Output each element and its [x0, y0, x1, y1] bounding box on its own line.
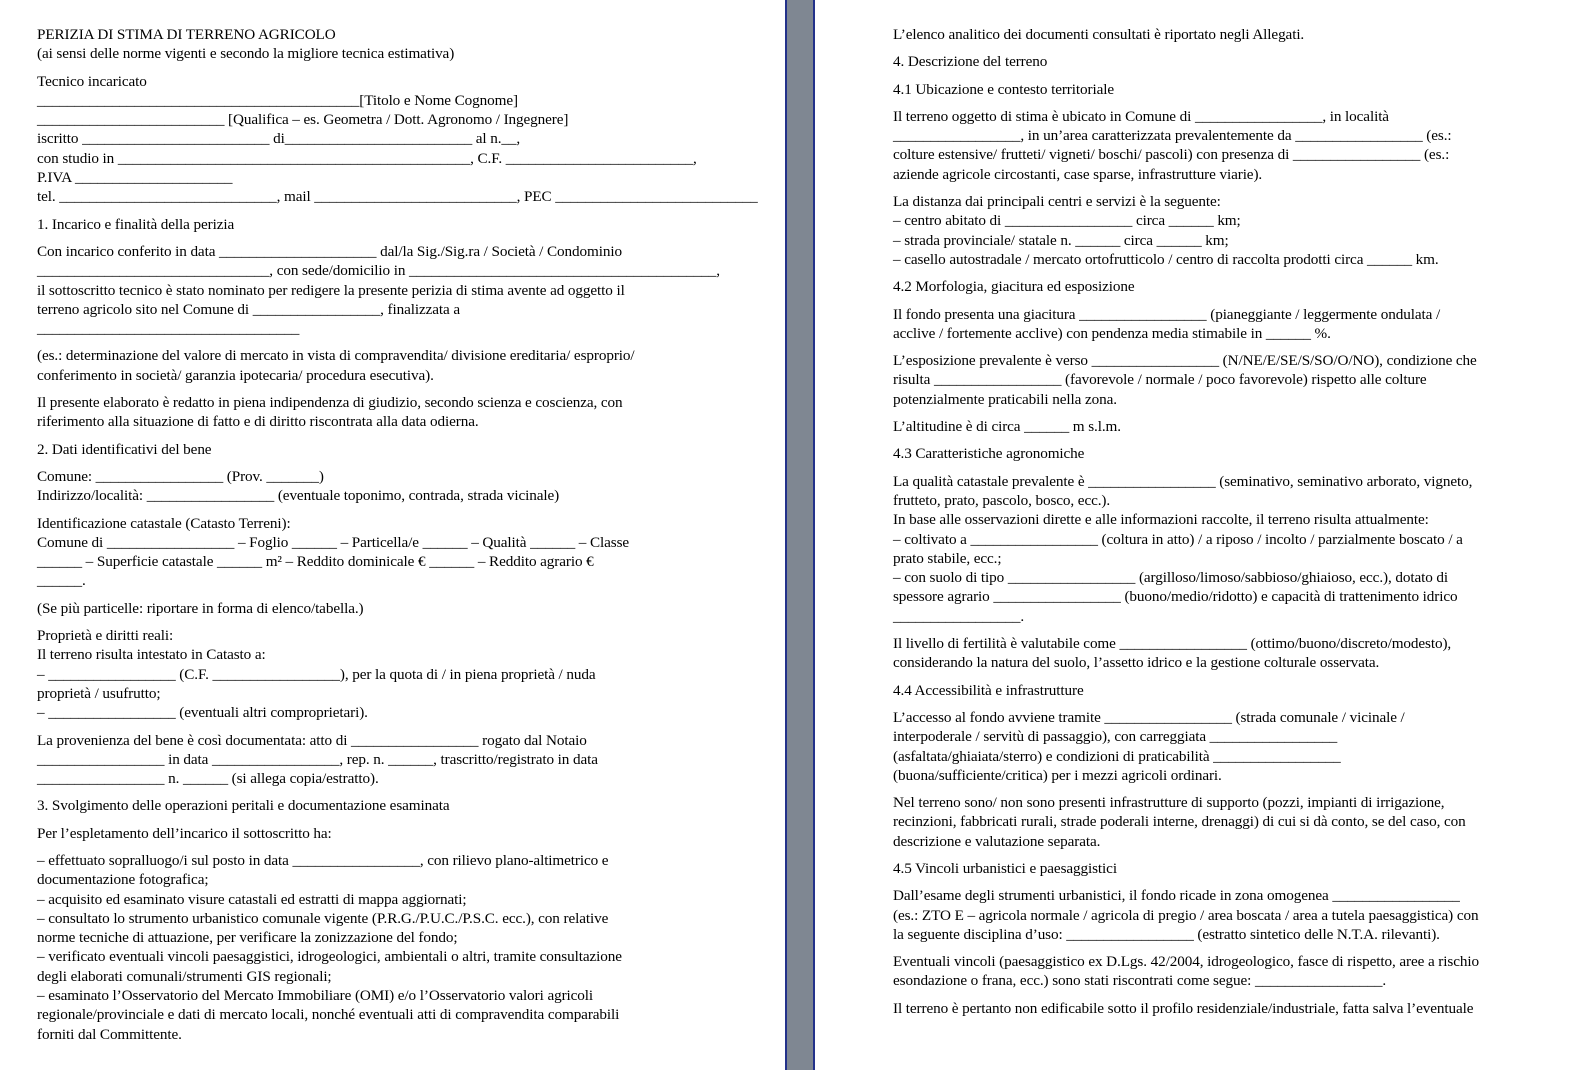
- section-heading-1: 1. Incarico e finalità della perizia: [37, 215, 235, 233]
- paragraph-espletamento: Per l’espletamento dell’incarico il sottoscritto ha:: [37, 824, 332, 842]
- document-page-left: [0, 0, 785, 1070]
- paragraph-accesso: L’accesso al fondo avviene tramite _________________ (strada comunale / vicinale / interpoderale / servitù di passaggio), con carreggiata _________________ (asfaltata/ghiaiata/sterro) e condizioni di praticabilità _________________ (buona/sufficiente/critica) per i mezzi agricoli ordinari.: [893, 708, 1405, 784]
- paragraph-allegati: L’elenco analitico dei documenti consultati è riportato negli Allegati.: [893, 26, 1305, 43]
- subsection-heading-4-3: 4.3 Caratteristiche agronomiche: [893, 445, 1085, 463]
- section-heading-3: 3. Svolgimento delle operazioni peritali e documentazione esaminata: [37, 797, 450, 815]
- paragraph-operazioni-list: – effettuato sopralluogo/i sul posto in data _________________, con rilievo plano-altimetrico e documentazione fotografica; – acquisito ed esaminato visure catastali ed estratti di mappa aggiornati; – consultato lo strumento urbanistico comunale vigente (P.R.G./P.U.C./P.S.C. ecc.), con relative norme tecniche di attuazione, per verificare la zonizzazione del fondo; – verificato eventuali vincoli paesaggistici, idrogeologici, ambientali o altri, tramite consultazione degli elaborati comunali/strumenti GIS regionali; – esaminato l’Osservatorio del Mercato Immobiliare (OMI) e/o l’Osservatorio valori agricoli regionale/provinciale e dati di mercato locali, nonché eventuali atti di compravendita comparabili forniti dal Committente.: [37, 851, 622, 1043]
- paragraph-distanze: La distanza dai principali centri e servizi è la seguente: – centro abitato di _________________ circa ______ km; – strada provinciale/ statale n. ______ circa ______ km; – casello autostradale / mercato ortofrutticolo / centro di raccolta prodotti circa ______ km.: [893, 193, 1439, 268]
- subsection-heading-4-5: 4.5 Vincoli urbanistici e paesaggistici: [893, 859, 1117, 877]
- paragraph-vincoli: Eventuali vincoli (paesaggistico ex D.Lgs. 42/2004, idrogeologico, fasce di rispetto, aree a rischio esondazione o frana, ecc.) sono stati riscontrati come segue: _________________.: [893, 953, 1479, 990]
- paragraph-catasto: Identificazione catastale (Catasto Terreni): Comune di _________________ – Foglio ______ – Particella/e ______ – Qualità ______ – Classe ______ – Superficie catastale ______ m² – Reddito dominicale € ______ – Reddito agrario € ______.: [37, 514, 630, 590]
- section-heading-2: 2. Dati identificativi del bene: [37, 440, 212, 458]
- paragraph-independence: Il presente elaborato è redatto in piena indipendenza di giudizio, secondo scienza e coscienza, con riferimento alla situazione di fatto e di diritto riscontrata alla data odierna.: [37, 394, 623, 431]
- technician-block: Tecnico incaricato ___________________________________________[Titolo e Nome Cognome] _________________________ [Qualifica – es. Geometra / Dott. Agronomo / Ingegnere] iscritto _________________________ di_________________________ al n.__, con studio in _______________________________________________, C.F. _________________________, P.IVA _____________________ tel. _____________________________, mail ___________________________, PEC ___________________________: [37, 72, 758, 206]
- paragraph-examples: (es.: determinazione del valore di mercato in vista di compravendita/ divisione ereditaria/ esproprio/ conferimento in società/ garanzia ipotecaria/ procedura esecutiva).: [37, 347, 635, 384]
- document-page-right: [815, 0, 1583, 1070]
- paragraph-edificabile: Il terreno è pertanto non edificabile sotto il profilo residenziale/industriale, fatta salva l’eventuale: [893, 999, 1474, 1017]
- page-gutter-left: [785, 0, 787, 1070]
- paragraph-proprieta: Proprietà e diritti reali: Il terreno risulta intestato in Catasto a: – _________________ (C.F. _________________), per la quota di / in piena proprietà / nuda proprietà / usufrutto; – _________________ (eventuali altri comproprietari).: [37, 627, 596, 722]
- paragraph-provenienza: La provenienza del bene è così documentata: atto di _________________ rogato dal Notaio _________________ in data _________________, rep. n. ______, trascritto/registrato in data _________________ n. ______ (si allega copia/estratto).: [37, 731, 598, 788]
- paragraph-incarico: Con incarico conferito in data _____________________ dal/la Sig./Sig.ra / Società / Condominio _______________________________, con sede/domicilio in _________________________________________, il sottoscritto tecnico è stato nominato per redigere la presente perizia di stima avente ad oggetto il terreno agricolo sito nel Comune di _________________, finalizzata a ___________________________________: [37, 242, 720, 338]
- section-heading-4: 4. Descrizione del terreno: [893, 53, 1048, 71]
- subsection-heading-4-1: 4.1 Ubicazione e contesto territoriale: [893, 80, 1114, 98]
- paragraph-fertilita: Il livello di fertilità è valutabile come _________________ (ottimo/buono/discreto/modesto), considerando la natura del suolo, l’assetto idrico e la gestione colturale osservata.: [893, 635, 1452, 672]
- paragraph-comune: Comune: _________________ (Prov. _______) Indirizzo/località: _________________ (eventuale toponimo, contrada, strada vicinale): [37, 467, 560, 505]
- paragraph-altitudine: L’altitudine è di circa ______ m s.l.m.: [893, 418, 1121, 436]
- paragraph-ubicazione: Il terreno oggetto di stima è ubicato in Comune di _________________, in località _________________, in un’area caratterizzata prevalentemente da _________________ (es.: colture estensive/ frutteti/ vigneti/ boschi/ pascoli) con presenza di _________________ (es.: aziende agricole circostanti, case sparse, infrastrutture viarie).: [893, 107, 1452, 183]
- paragraph-zona: Dall’esame degli strumenti urbanistici, il fondo ricade in zona omogenea _________________ (es.: ZTO E – agricola normale / agricola di pregio / area boscata / area a tutela paesaggistica) con la seguente disciplina d’uso: _________________ (estratto sintetico delle N.T.A. rilevanti).: [893, 887, 1479, 943]
- document-title: PERIZIA DI STIMA DI TERRENO AGRICOLO (ai sensi delle norme vigenti e secondo la migliore tecnica estimativa): [37, 26, 455, 63]
- subsection-heading-4-2: 4.2 Morfologia, giacitura ed esposizione: [893, 278, 1135, 296]
- paragraph-infrastrutture: Nel terreno sono/ non sono presenti infrastrutture di supporto (pozzi, impianti di irrigazione, recinzioni, fabbricati rurali, strade poderali interne, drenaggi) di cui si dà conto, se del caso, con descrizione e valutazione separata.: [893, 794, 1466, 850]
- paragraph-qualita: La qualità catastale prevalente è _________________ (seminativo, seminativo arborato, vigneto, frutteto, prato, pascolo, bosco, ecc.). In base alle osservazioni dirette e alle informazioni raccolte, il terreno risulta attualmente: – coltivato a _________________ (coltura in atto) / a riposo / incolto / parzialmente boscato / a prato stabile, ecc.; – con suolo di tipo _________________ (argilloso/limoso/sabbioso/ghiaioso, ecc.), dotato di spessore agrario _________________ (buono/medio/ridotto) e capacità di trattenimento idrico _________________.: [893, 472, 1473, 625]
- paragraph-esposizione: L’esposizione prevalente è verso _________________ (N/NE/E/SE/S/SO/O/NO), condizione che risulta _________________ (favorevole / normale / poco favorevole) rispetto alle colture potenzialmente praticabili nella zona.: [893, 352, 1477, 408]
- paragraph-particelle: (Se più particelle: riportare in forma di elenco/tabella.): [37, 599, 364, 617]
- paragraph-giacitura: Il fondo presenta una giacitura _________________ (pianeggiante / leggermente ondulata / acclive / fortemente acclive) con pendenza media stimabile in ______ %.: [893, 305, 1441, 342]
- subsection-heading-4-4: 4.4 Accessibilità e infrastrutture: [893, 681, 1084, 699]
